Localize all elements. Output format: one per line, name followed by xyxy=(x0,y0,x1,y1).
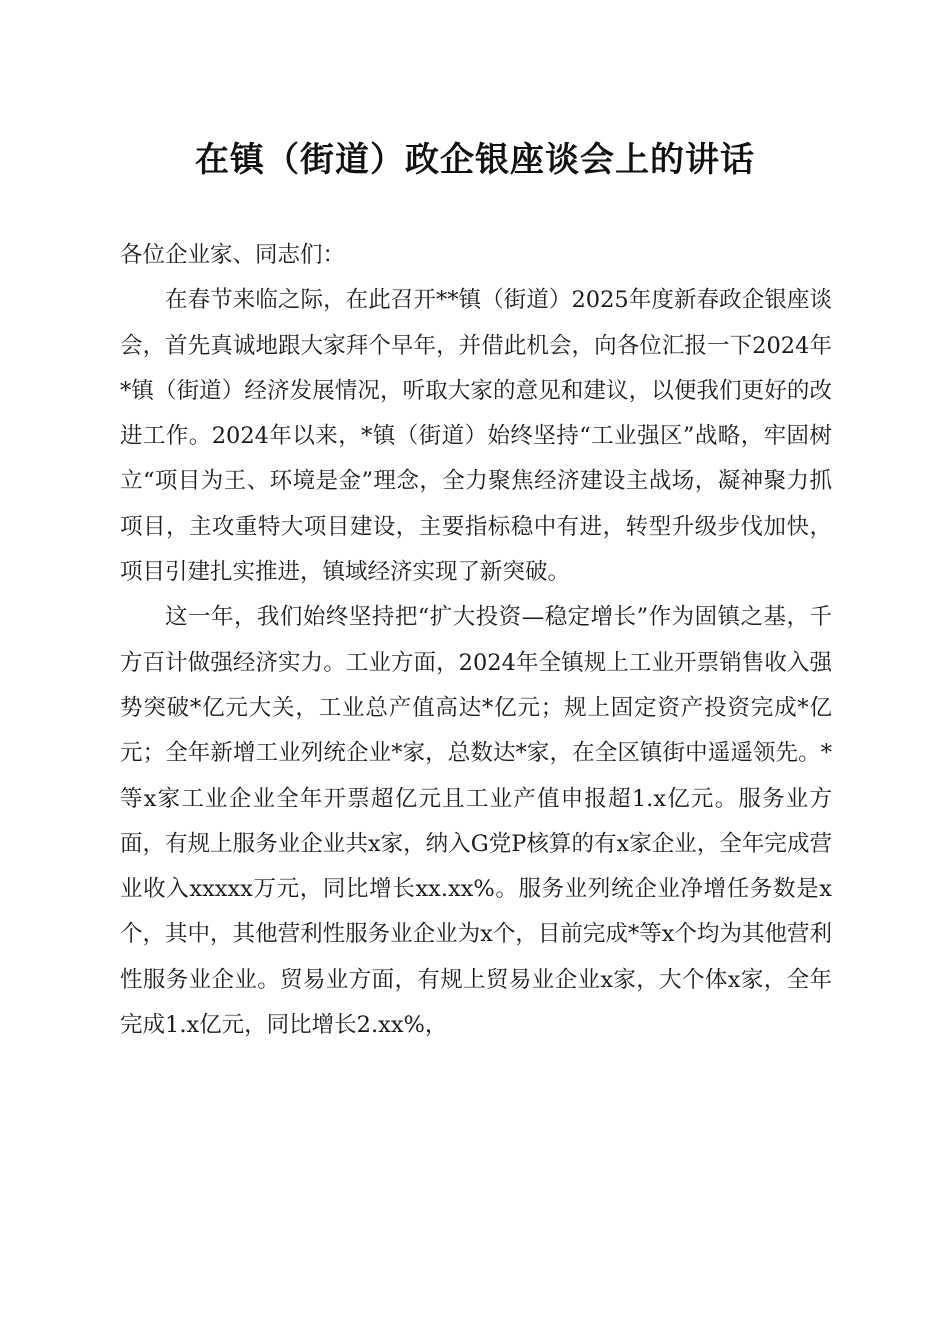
paragraph-2: 这一年，我们始终坚持把“扩大投资—稳定增长”作为固镇之基，千方百计做强经济实力。工业方面，2024年全镇规上工业开票销售收入强势突破*亿元大关，工业总产值高达*亿元；规上固定资产投资完成*亿元；全年新增工业列统企业*家，总数达*家，在全区镇街中遥遥领先。*等x家工业企业全年开票超亿元且工业产值申报超1.x亿元。服务业方面，有规上服务业企业共x家，纳入G党P核算的有x家企业，全年完成营业收入xxxxx万元，同比增长xx.xx%。服务业列统企业净增任务数是x个，其中，其他营利性服务业企业为x个，目前完成*等x个均为其他营利性服务业企业。贸易业方面，有规上贸易业企业x家，大个体x家，全年完成1.x亿元，同比增长2.xx%， xyxy=(120,604,832,1039)
document-body xyxy=(120,233,832,1048)
document-title: 在镇（街道）政企银座谈会上的讲话 xyxy=(195,140,755,180)
paragraph-1: 在春节来临之际，在此召开**镇（街道）2025年度新春政企银座谈会，首先真诚地跟大家拜个早年，并借此机会，向各位汇报一下2024年*镇（街道）经济发展情况，听取大家的意见和建议，以便我们更好的改进工作。2024年以来，*镇（街道）始终坚持“工业强区”战略，牢固树立“项目为王、环境是金”理念，全力聚焦经济建设主战场，凝神聚力抓项目，主攻重特大项目建设，主要指标稳中有进，转型升级步伐加快，项目引建扎实推进，镇域经济实现了新突破。 xyxy=(120,287,832,586)
salutation: 各位企业家、同志们： xyxy=(120,242,346,268)
